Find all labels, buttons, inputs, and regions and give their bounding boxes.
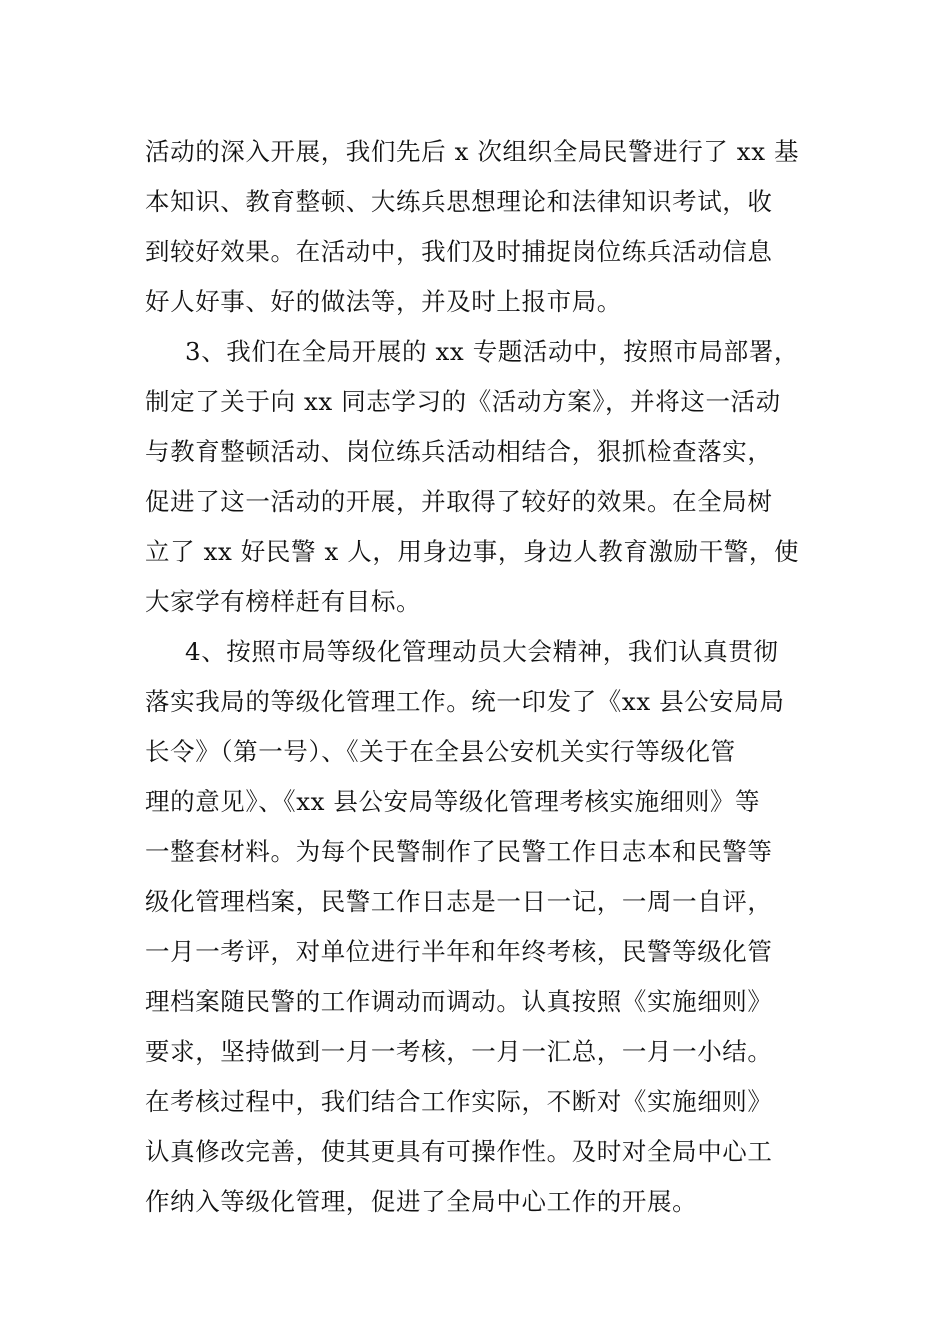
text-line: 级化管理档案，民警工作日志是一日一记，一周一自评， (145, 887, 773, 916)
text-line: 要求，坚持做到一月一考核，一月一汇总，一月一小结。 (145, 1037, 773, 1066)
text-line: 大家学有榜样赶有目标。 (145, 587, 422, 616)
text-line: 与教育整顿活动、岗位练兵活动相结合，狠抓检查落实， (145, 437, 773, 466)
text-line: 理的意见》、《xx 县公安局等级化管理考核实施细则》等 (145, 787, 761, 816)
text-line: 理档案随民警的工作调动而调动。认真按照《实施细则》 (145, 987, 773, 1016)
text-line: 活动的深入开展，我们先后 x 次组织全局民警进行了 xx 基 (145, 137, 800, 166)
text-line: 认真修改完善，使其更具有可操作性。及时对全局中心工 (145, 1137, 773, 1166)
text-line: 本知识、教育整顿、大练兵思想理论和法律知识考试，收 (145, 187, 773, 216)
text-line: 好人好事、好的做法等，并及时上报市局。 (145, 287, 622, 316)
body-text (145, 127, 807, 1227)
text-line: 制定了关于向 xx 同志学习的《活动方案》，并将这一活动 (145, 387, 781, 416)
paragraph-3-start: 3、我们在全局开展的 xx 专题活动中，按照市局部署， (185, 337, 799, 366)
text-line: 落实我局的等级化管理工作。统一印发了《xx 县公安局局 (145, 687, 785, 716)
text-line: 在考核过程中，我们结合工作实际，不断对《实施细则》 (145, 1087, 773, 1116)
text-line: 长令》（第一号）、《关于在全县公安机关实行等级化管 (145, 737, 736, 766)
text-line: 作纳入等级化管理，促进了全局中心工作的开展。 (145, 1187, 698, 1216)
paragraph-4-start: 4、按照市局等级化管理动员大会精神，我们认真贯彻 (185, 637, 779, 666)
text-line: 立了 xx 好民警 x 人，用身边事，身边人教育激励干警，使 (145, 537, 800, 566)
text-line: 到较好效果。在活动中，我们及时捕捉岗位练兵活动信息 (145, 237, 773, 266)
text-line: 促进了这一活动的开展，并取得了较好的效果。在全局树 (145, 487, 773, 516)
text-line: 一整套材料。为每个民警制作了民警工作日志本和民警等 (145, 837, 773, 866)
text-line: 一月一考评，对单位进行半年和年终考核，民警等级化管 (145, 937, 773, 966)
